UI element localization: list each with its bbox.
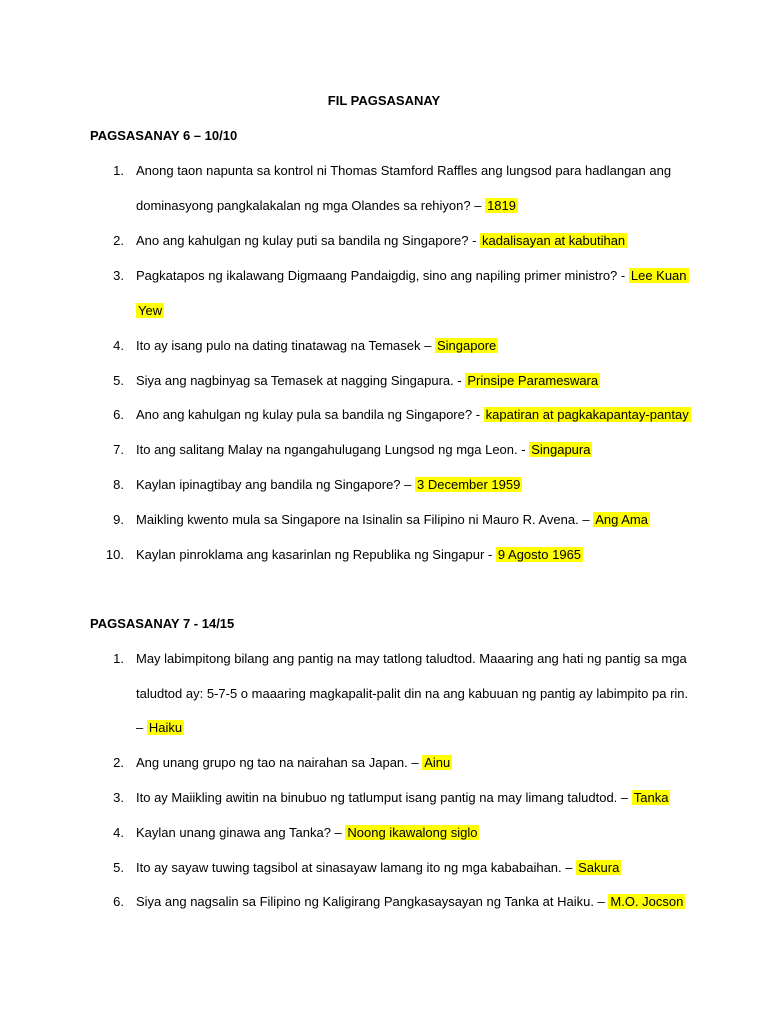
question-text: Ano ang kahulgan ng kulay pula sa bandila ng Singapore? - kapatiran at pagkakapantay-pantay (136, 407, 689, 422)
answer-highlight: kapatiran at pagkakapantay-pantay (485, 407, 689, 422)
question-text: Ito ang salitang Malay na ngangahulugang Lungsod ng mga Leon. - Singapura (136, 442, 591, 457)
document-page: FIL PAGSASANAY PAGSASANAY 6 – 10/10 1. Anong taon napunta sa kontrol ni Thomas Stamford Raffles ang lungsod para hadlangan ang dominasyong pangkalakalan ng mga Olandes sa rehiyon? – 1819 2. Ano ang kahulgan ng kulay puti sa bandila ng Singapore? - kadalisayan at kabutihan 3. Pagkatapos ng ikalawang Digmaang Pandaigdig, sino ang napiling primer ministro? - Lee Kuan Yew 4. Ito ay isang pulo na dating tinatawag na Temasek – Singapore 5. Siya ang nagbinyag sa Temasek at nagging Singapura. - Prinsipe Parameswara 6. Ano ang kahulgan ng kulay pula sa bandila ng Singapore? - kapatiran at pagkakapantay-pantay 7. Ito ang salitang Malay na ngangahulugang Lungsod ng mga Leon. - Singapura 8. Kaylan ipinagtibay ang bandila ng Singapore? – 3 December 1959 9. Maikling kwento mula sa Singapore na Isinalin sa Filipino ni Mauro R. Avena. – Ang Ama 10. Kaylan pinroklama ang kasarinlan ng Republika ng Singapur - 9 Agosto 1965 PAGSASANAY 7 - 14/15 1. May labimpitong bilang ang pantig na may tatlong taludtod. Maaaring ang hati ng pantig sa mga taludtod ay: 5-7-5 o maaaring magkapalit-palit din na ang kabuuan ng pantig ay labimpito pa rin. – Haiku 2. Ang unang grupo ng tao na nairahan sa Japan. – Ainu 3. Ito ay Maiikling awitin na binubuo ng tatlumput isang pantig na may limang taludtod. – Tanka 4. Kaylan unang ginawa ang Tanka? – Noong ikawalong siglo 5. Ito ay sayaw tuwing tagsibol at sinasayaw lamang ito ng mga kababaihan. – Sakura 6. Siya ang nagsalin sa Filipino ng Kaligirang Pangkasaysayan ng Tanka at Haiku. – M.O. Jocson (0, 0, 768, 1024)
answer-highlight: Haiku (148, 720, 183, 735)
question-text: Ano ang kahulgan ng kulay puti sa bandila ng Singapore? - kadalisayan at kabutihan (136, 233, 626, 248)
question-text: Ito ay sayaw tuwing tagsibol at sinasayaw lamang ito ng mga kababaihan. – Sakura (136, 860, 620, 875)
question-text: Kaylan pinroklama ang kasarinlan ng Republika ng Singapur - 9 Agosto 1965 (136, 547, 582, 562)
answer-highlight: 9 Agosto 1965 (497, 547, 582, 562)
question-text: Ito ay isang pulo na dating tinatawag na Temasek – Singapore (136, 338, 497, 353)
item-number: 1. (113, 163, 124, 178)
question-text: Kaylan ipinagtibay ang bandila ng Singapore? – 3 December 1959 (136, 477, 521, 492)
item-number: 7. (113, 442, 124, 457)
answer-highlight: Sakura (578, 860, 620, 875)
item-number: 8. (113, 477, 124, 492)
answer-highlight: Ainu (424, 755, 451, 770)
question-text: Pagkatapos ng ikalawang Digmaang Pandaigdig, sino ang napiling primer ministro? - Lee Kuan (136, 268, 687, 283)
answer-highlight: Yew (138, 303, 163, 318)
question-text: Siya ang nagbinyag sa Temasek at nagging Singapura. - Prinsipe Parameswara (136, 373, 599, 388)
item-number: 4. (113, 338, 124, 353)
question-text: May labimpitong bilang ang pantig na may tatlong taludtod. Maaaring ang hati ng pantig sa mga (136, 651, 687, 666)
item-number: 6. (113, 407, 124, 422)
question-text-cont: taludtod ay: 5-7-5 o maaaring magkapalit-palit din na ang kabuuan ng pantig ay labimpito pa rin. (136, 686, 689, 701)
item-number: 1. (113, 651, 124, 666)
item-number: 4. (113, 825, 124, 840)
question-text: Anong taon napunta sa kontrol ni Thomas Stamford Raffles ang lungsod para hadlangan ang (136, 163, 672, 178)
item-number: 2. (113, 233, 124, 248)
answer-highlight: 1819 (487, 198, 516, 213)
item-number: 3. (113, 268, 124, 283)
question-text: Ang unang grupo ng tao na nairahan sa Japan. – Ainu (136, 755, 451, 770)
answer-highlight: Singapore (436, 338, 497, 353)
item-number: 6. (113, 894, 124, 909)
answer-highlight: Lee Kuan (630, 268, 687, 283)
question-text: Kaylan unang ginawa ang Tanka? – Noong ikawalong siglo (136, 825, 478, 840)
question-text-cont: dominasyong pangkalakalan ng mga Olandes sa rehiyon? – 1819 (136, 198, 516, 213)
item-number: 10. (105, 547, 124, 562)
question-text: Ito ay Maiikling awitin na binubuo ng tatlumput isang pantig na may limang taludtod. – Tanka (136, 790, 669, 805)
item-number: 9. (113, 512, 124, 527)
item-number: 5. (113, 373, 124, 388)
item-number: 2. (113, 755, 124, 770)
document-title: FIL PAGSASANAY (327, 93, 441, 108)
question-text: Maikling kwento mula sa Singapore na Isinalin sa Filipino ni Mauro R. Avena. – Ang Ama (136, 512, 648, 527)
answer-highlight: Ang Ama (595, 512, 648, 527)
section-heading-6: PAGSASANAY 6 – 10/10 (90, 128, 238, 143)
section-heading-7: PAGSASANAY 7 - 14/15 (90, 616, 235, 631)
item-number: 3. (113, 790, 124, 805)
answer-highlight: Noong ikawalong siglo (347, 825, 478, 840)
answer-highlight: Prinsipe Parameswara (467, 373, 599, 388)
answer-highlight: M.O. Jocson (610, 894, 684, 909)
answer-highlight: kadalisayan at kabutihan (482, 233, 626, 248)
item-number: 5. (113, 860, 124, 875)
answer-highlight: 3 December 1959 (417, 477, 521, 492)
answer-highlight: Tanka (633, 790, 669, 805)
answer-highlight: Singapura (531, 442, 591, 457)
question-text: Siya ang nagsalin sa Filipino ng Kaligirang Pangkasaysayan ng Tanka at Haiku. – M.O. Jocson (136, 894, 684, 909)
